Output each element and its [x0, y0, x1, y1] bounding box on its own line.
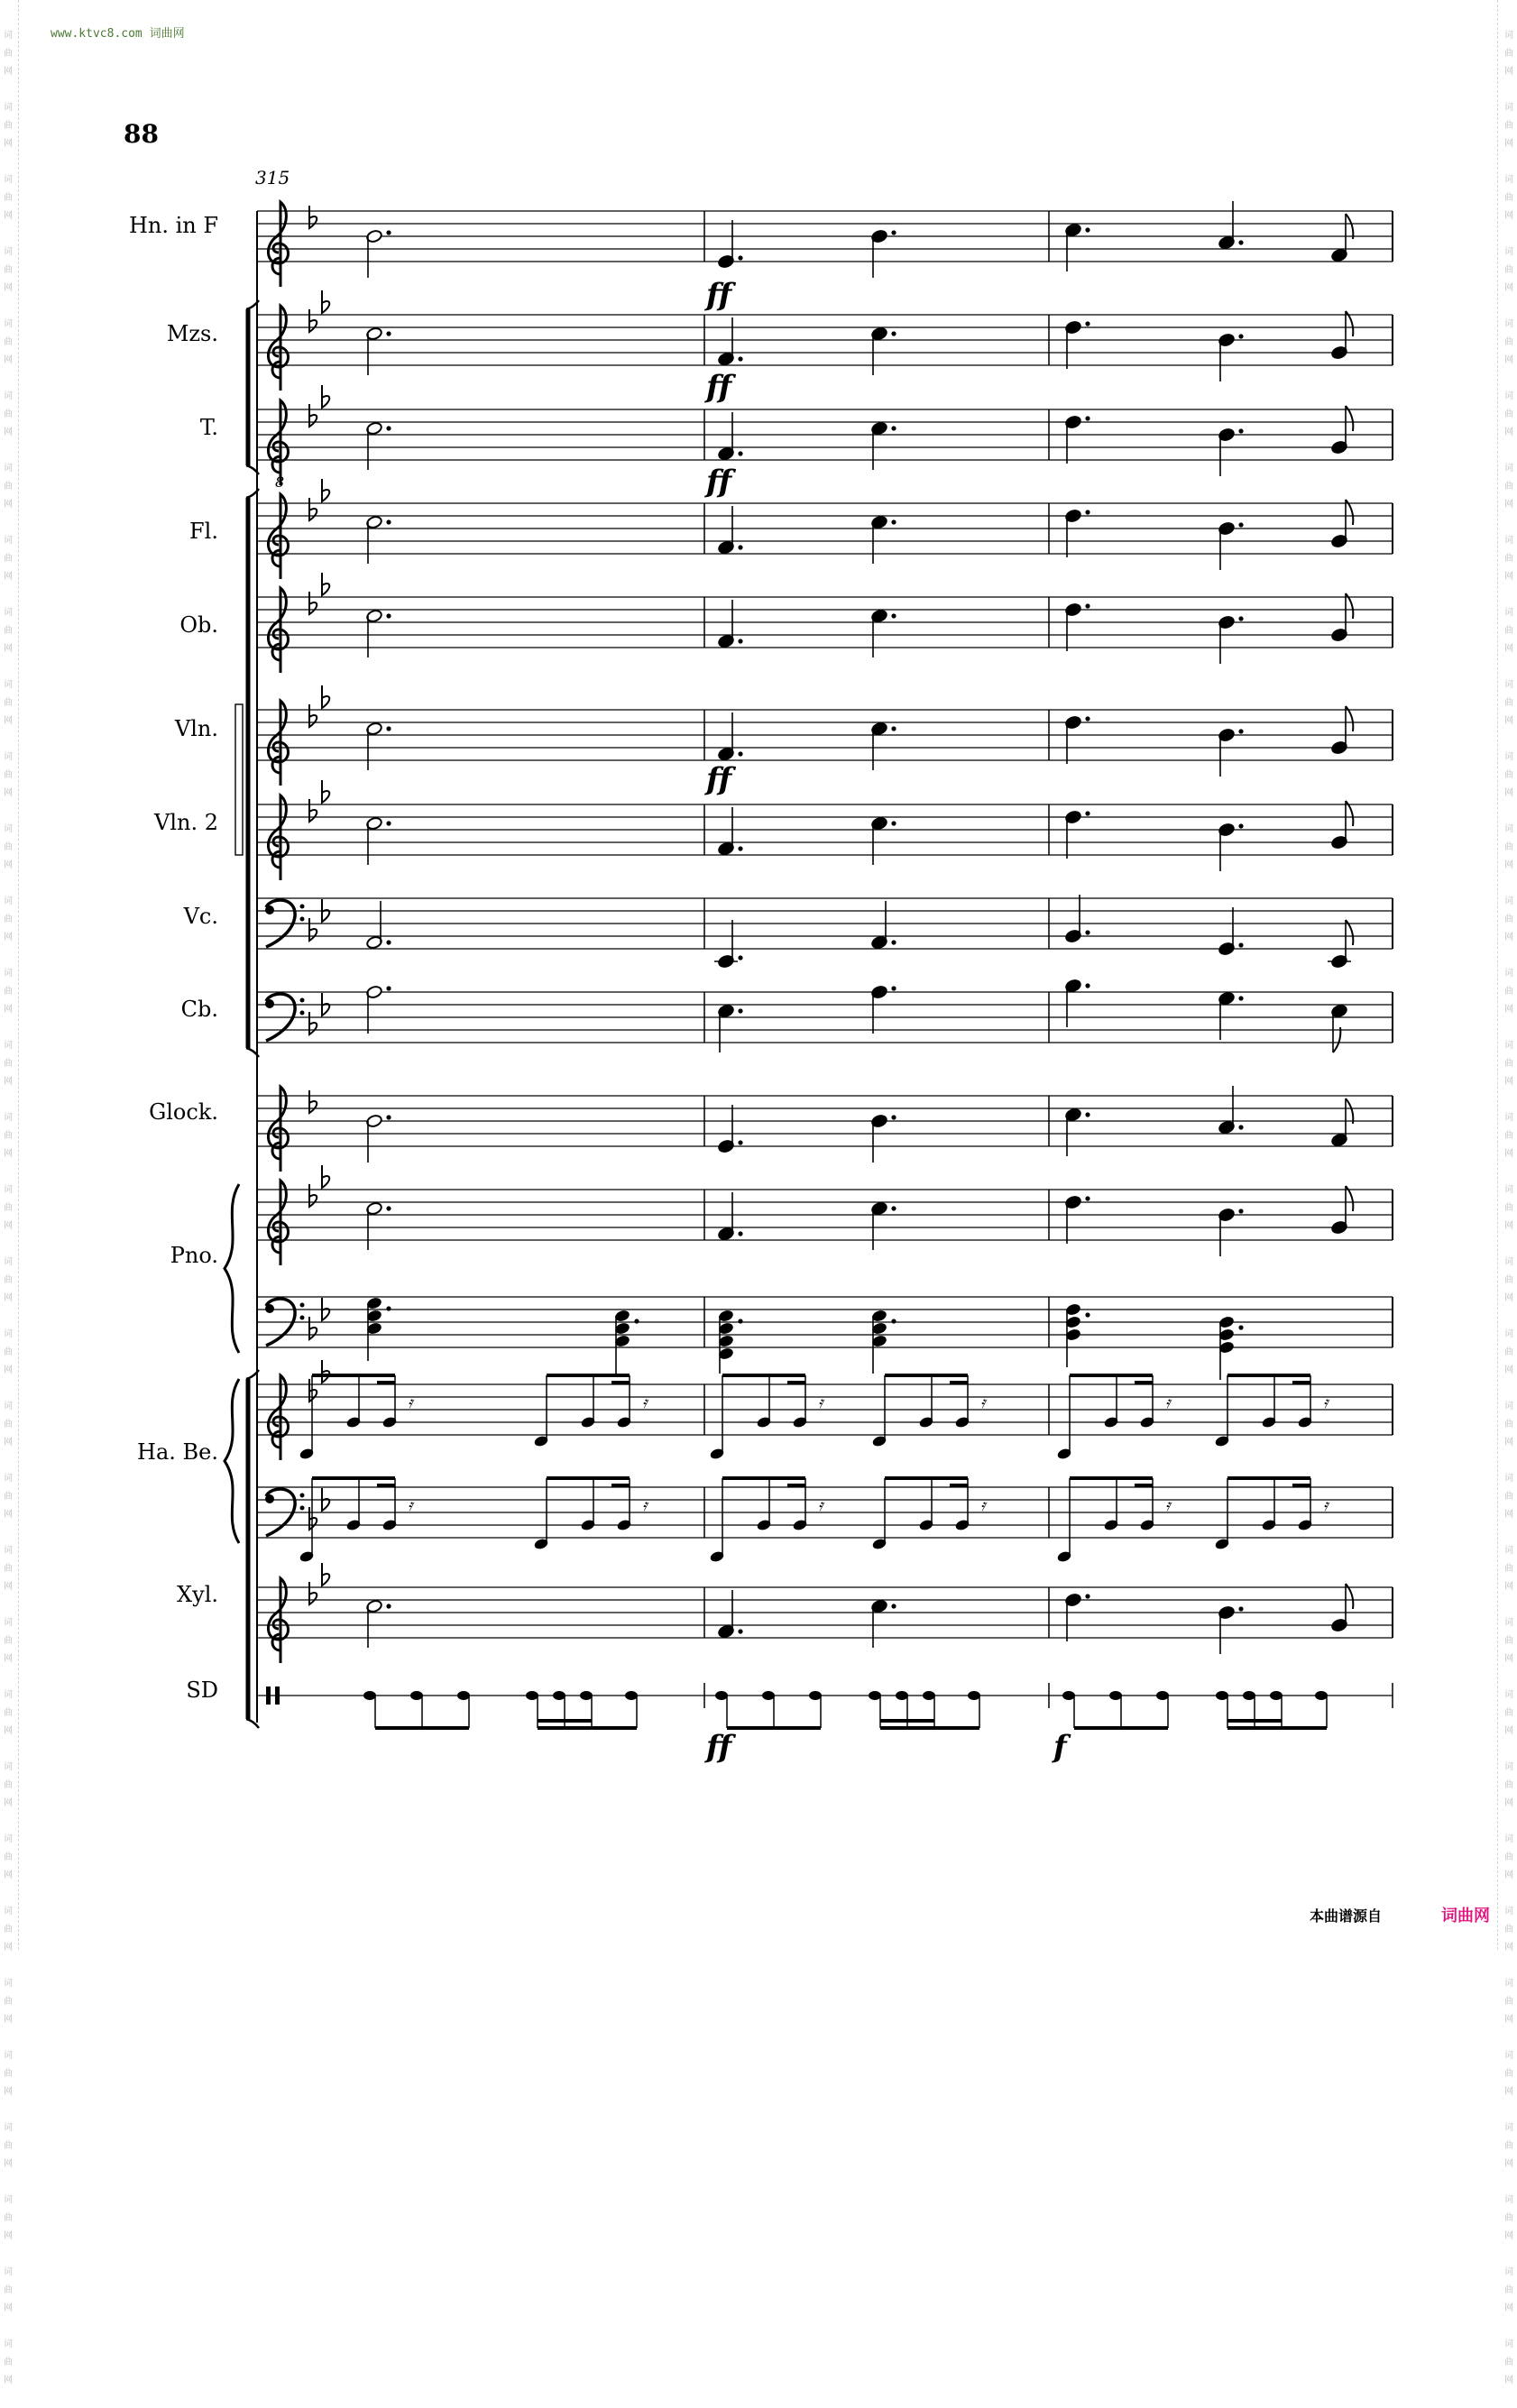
augmentation-dot [891, 331, 896, 335]
augmentation-dot [1238, 522, 1243, 527]
augmentation-dot [738, 545, 742, 549]
bass-clef-dot [265, 905, 274, 914]
watermark-left: 词 曲 网 词 曲 网 词 曲 网 词 曲 网 词 曲 网 词 曲 网 词 曲 网 词 曲 网 词 曲 网 词 曲 网 词 曲 网 词 曲 网 词 曲 网 词 曲 网 词 曲 网 词 曲 网 词 曲 网 词 曲 网 词 曲 网 词 曲 网 词 曲 网 词 曲 网 词 曲 网 词 曲 网 词 曲 网 词 曲 网 词 曲 网 词 曲 网 词 曲 网 词 曲 网 词 曲 网 词 曲 网 词 曲 网 [4, 31, 13, 2385]
augmentation-dot [1085, 321, 1089, 326]
measure-number: 315 [255, 167, 290, 188]
augmentation-dot [738, 955, 742, 960]
bass-clef-dot [265, 1304, 274, 1313]
augmentation-dot [1085, 1196, 1089, 1200]
flat-sign [309, 206, 317, 228]
flat-sign [309, 1090, 317, 1113]
note-flag [1346, 214, 1353, 239]
flat-sign [322, 385, 329, 408]
augmentation-dot [891, 1319, 896, 1323]
sixteenth-rest: 𝄿 [1323, 1393, 1329, 1412]
augmentation-dot [1238, 996, 1243, 1000]
instrument-name-xylo: Xyl. [177, 1582, 218, 1607]
augmentation-dot [386, 940, 391, 944]
dynamic-marking: ff [706, 1729, 732, 1765]
instrument-name-bass: Cb. [180, 997, 218, 1022]
snare-notehead [1243, 1691, 1255, 1700]
instrument-name-flute: Fl. [189, 519, 218, 544]
snare-notehead [1216, 1691, 1228, 1700]
treble-clef [268, 795, 288, 880]
augmentation-dot [1238, 240, 1243, 244]
augmentation-dot [891, 726, 896, 731]
treble-clef [268, 494, 288, 579]
augmentation-dot [738, 1231, 742, 1236]
sixteenth-rest: 𝄿 [818, 1496, 823, 1515]
dynamic-marking: f [1053, 1729, 1067, 1765]
violin-square-bracket [235, 704, 243, 855]
bass-clef-dot [265, 999, 274, 1008]
sixteenth-rest: 𝄿 [642, 1496, 648, 1515]
instrument-name-snare: SD [186, 1677, 218, 1703]
flat-sign [309, 1379, 317, 1402]
sixteenth-rest: 𝄿 [408, 1393, 413, 1412]
snare-notehead [715, 1691, 728, 1700]
snare-notehead [1109, 1691, 1122, 1700]
note-flag [1333, 1027, 1340, 1052]
augmentation-dot [1238, 942, 1243, 947]
bass-clef-dot [265, 1494, 274, 1503]
augmentation-dot [738, 1140, 742, 1144]
augmentation-dot [738, 451, 742, 455]
footer-source-text: 本曲谱源自 [1310, 1907, 1383, 1925]
augmentation-dot [891, 426, 896, 430]
augmentation-dot [1085, 930, 1089, 934]
augmentation-dot [738, 639, 742, 643]
augmentation-dot [1085, 227, 1089, 232]
sixteenth-rest: 𝄿 [1323, 1496, 1329, 1515]
bass-clef-dot [300, 998, 305, 1003]
augmentation-dot [1238, 1125, 1243, 1129]
page-number: 88 [124, 119, 159, 149]
treble-clef [268, 1181, 288, 1265]
instrument-name-mezzo: Mzs. [166, 321, 218, 346]
augmentation-dot [1238, 1209, 1243, 1213]
instrument-name-violin2: Vln. 2 [154, 810, 218, 835]
augmentation-dot [386, 613, 391, 618]
flat-sign [309, 1582, 317, 1604]
augmentation-dot [1085, 416, 1089, 420]
dynamic-marking: ff [706, 369, 732, 405]
flat-sign [322, 1298, 329, 1320]
treble-clef [268, 1375, 288, 1460]
brace-piano [225, 1184, 239, 1353]
augmentation-dot [1085, 1112, 1089, 1117]
flat-sign [322, 479, 329, 501]
augmentation-dot [1238, 334, 1243, 338]
augmentation-dot [386, 331, 391, 335]
augmentation-dot [738, 255, 742, 260]
instrument-name-oboe: Ob. [179, 612, 218, 638]
snare-notehead [968, 1691, 980, 1700]
snare-notehead [526, 1691, 538, 1700]
augmentation-dot [738, 356, 742, 361]
bass-clef-dot [300, 1494, 305, 1498]
flat-sign [322, 685, 329, 708]
augmentation-dot [891, 1206, 896, 1210]
snare-notehead [457, 1691, 470, 1700]
augmentation-dot [386, 519, 391, 524]
augmentation-dot [1238, 616, 1243, 620]
augmentation-dot [386, 230, 391, 234]
snare-notehead [896, 1691, 908, 1700]
augmentation-dot [386, 1604, 391, 1608]
flat-sign [309, 918, 317, 941]
instrument-name-glock: Glock. [149, 1099, 218, 1125]
snare-notehead [410, 1691, 423, 1700]
flat-sign [309, 1317, 317, 1339]
flat-sign [322, 290, 329, 313]
instrument-name-cello: Vc. [183, 904, 218, 929]
augmentation-dot [386, 1306, 391, 1310]
flat-sign [309, 592, 317, 614]
bass-clef-dot [300, 1303, 305, 1308]
augmentation-dot [386, 1115, 391, 1119]
augmentation-dot [738, 846, 742, 850]
snare-notehead [1062, 1691, 1075, 1700]
instrument-name-tenor: T. [199, 415, 218, 440]
flat-sign [309, 1012, 317, 1034]
treble-clef [268, 701, 288, 786]
footer-brand-link[interactable]: 词曲网 [1441, 1907, 1490, 1925]
augmentation-dot [891, 230, 896, 234]
bass-clef-dot [300, 917, 305, 922]
watermark-right: 词 曲 网 词 曲 网 词 曲 网 词 曲 网 词 曲 网 词 曲 网 词 曲 网 词 曲 网 词 曲 网 词 曲 网 词 曲 网 词 曲 网 词 曲 网 词 曲 网 词 曲 网 词 曲 网 词 曲 网 词 曲 网 词 曲 网 词 曲 网 词 曲 网 词 曲 网 词 曲 网 词 曲 网 词 曲 网 词 曲 网 词 曲 网 词 曲 网 词 曲 网 词 曲 网 词 曲 网 词 曲 网 词 曲 网 [1504, 31, 1513, 2385]
bass-clef-dot [300, 1011, 305, 1016]
augmentation-dot [738, 1629, 742, 1633]
flat-sign [322, 1360, 329, 1383]
flat-sign [309, 404, 317, 427]
augmentation-dot [1085, 510, 1089, 514]
augmentation-dot [738, 1319, 742, 1323]
snare-notehead [923, 1691, 935, 1700]
treble-clef [268, 1087, 288, 1172]
sixteenth-rest: 𝄿 [408, 1496, 413, 1515]
treble-clef [268, 306, 288, 391]
flat-sign [309, 1507, 317, 1530]
sixteenth-rest: 𝄿 [980, 1496, 986, 1515]
flat-sign [309, 704, 317, 727]
sixteenth-rest: 𝄿 [642, 1393, 648, 1412]
augmentation-dot [386, 426, 391, 430]
augmentation-dot [386, 821, 391, 825]
snare-notehead [625, 1691, 638, 1700]
augmentation-dot [1085, 983, 1089, 988]
augmentation-dot [738, 1008, 742, 1013]
sixteenth-rest: 𝄿 [980, 1393, 986, 1412]
snare-notehead [1315, 1691, 1328, 1700]
flat-sign [322, 1488, 329, 1511]
augmentation-dot [1085, 603, 1089, 608]
snare-notehead [363, 1691, 376, 1700]
augmentation-dot [1085, 811, 1089, 815]
brace-handbells [225, 1379, 239, 1543]
snare-notehead [809, 1691, 822, 1700]
flat-sign [322, 1165, 329, 1188]
treble-clef [268, 400, 288, 485]
augmentation-dot [1085, 1594, 1089, 1598]
treble-clef [268, 202, 288, 287]
flat-sign [322, 899, 329, 922]
augmentation-dot [891, 821, 896, 825]
percussion-clef [266, 1687, 271, 1705]
bass-clef-dot [300, 905, 305, 909]
augmentation-dot [891, 1604, 896, 1608]
augmentation-dot [1085, 716, 1089, 721]
dynamic-marking: ff [706, 277, 732, 313]
augmentation-dot [891, 986, 896, 990]
note-flag [1346, 1098, 1353, 1124]
augmentation-dot [891, 1115, 896, 1119]
flat-sign [322, 780, 329, 803]
augmentation-dot [891, 940, 896, 944]
snare-notehead [1270, 1691, 1283, 1700]
snare-notehead [580, 1691, 593, 1700]
flat-sign [322, 573, 329, 595]
site-url: www.ktvc8.com 词曲网 [51, 27, 185, 41]
flat-sign [322, 993, 329, 1016]
dynamic-marking: ff [706, 761, 732, 797]
flat-sign [309, 1184, 317, 1207]
augmentation-dot [386, 986, 391, 990]
instrument-name-piano: Pno. [170, 1243, 218, 1268]
sixteenth-rest: 𝄿 [1165, 1496, 1171, 1515]
sixteenth-rest: 𝄿 [818, 1393, 823, 1412]
augmentation-dot [1238, 729, 1243, 733]
augmentation-dot [1238, 1325, 1243, 1329]
instrument-name-horn: Hn. in F [128, 213, 218, 238]
dynamic-marking: ff [706, 464, 732, 500]
augmentation-dot [386, 1206, 391, 1210]
octave-mark: 8 [275, 473, 285, 491]
augmentation-dot [891, 519, 896, 524]
instrument-name-violin1: Vln. [174, 716, 218, 741]
augmentation-dot [891, 613, 896, 618]
augmentation-dot [1085, 1312, 1089, 1317]
snare-notehead [762, 1691, 775, 1700]
augmentation-dot [1238, 1606, 1243, 1611]
sixteenth-rest: 𝄿 [1165, 1393, 1171, 1412]
snare-notehead [553, 1691, 565, 1700]
treble-clef [268, 588, 288, 673]
flat-sign [309, 799, 317, 822]
augmentation-dot [1238, 823, 1243, 828]
instrument-name-handbells: Ha. Be. [137, 1439, 218, 1465]
snare-notehead [1156, 1691, 1169, 1700]
bass-clef-dot [300, 1316, 305, 1320]
flat-sign [309, 498, 317, 520]
treble-clef [268, 1578, 288, 1663]
flat-sign [309, 309, 317, 332]
flat-sign [322, 1563, 329, 1585]
augmentation-dot [386, 726, 391, 731]
augmentation-dot [738, 751, 742, 756]
percussion-clef [275, 1687, 280, 1705]
snare-notehead [869, 1691, 881, 1700]
augmentation-dot [1238, 428, 1243, 433]
bass-clef-dot [300, 1506, 305, 1511]
augmentation-dot [634, 1319, 639, 1323]
